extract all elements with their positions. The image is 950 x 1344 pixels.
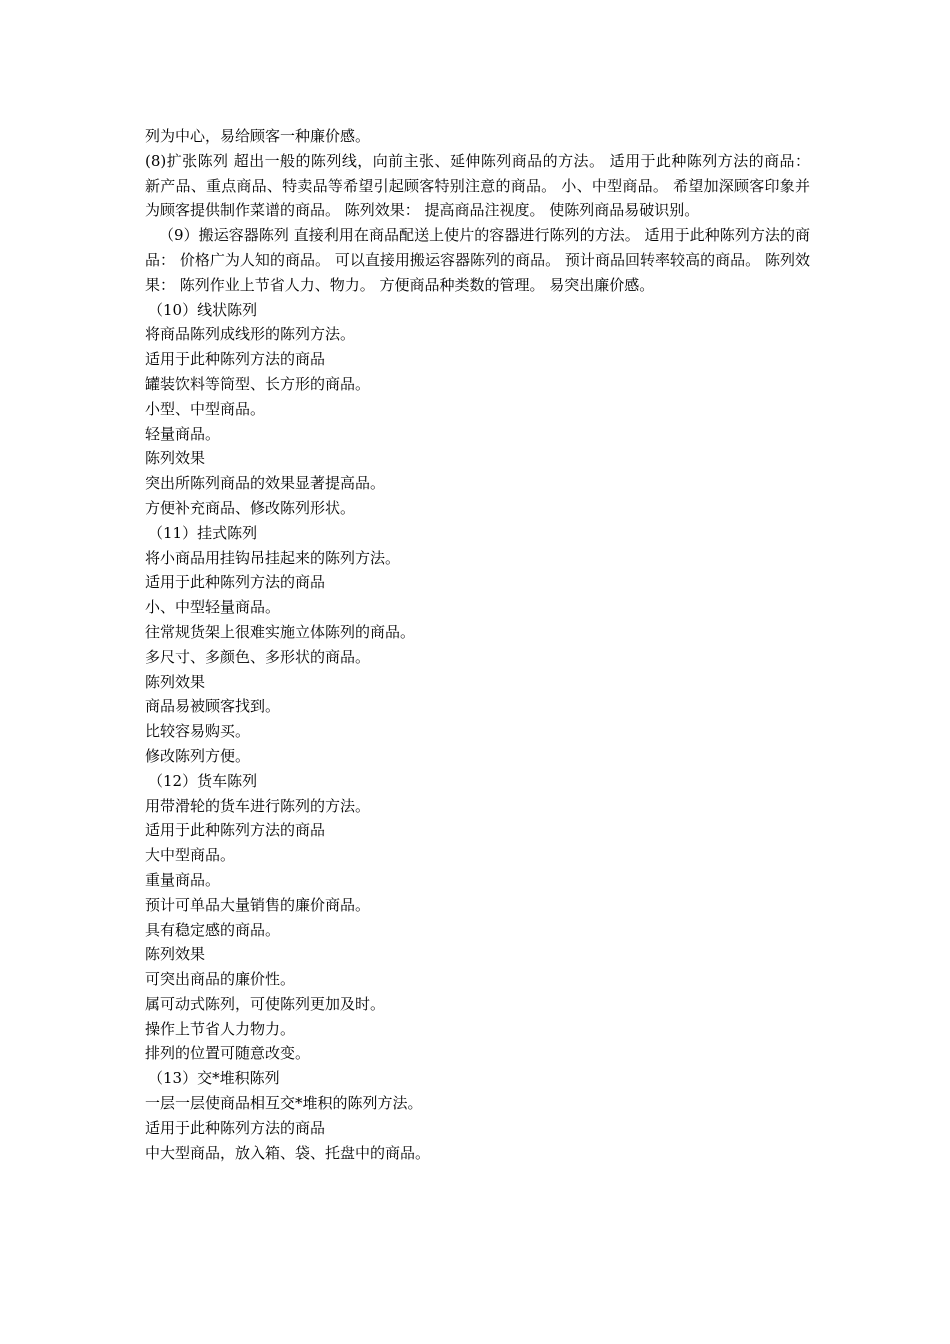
text-line: 陈列效果 [145,449,206,468]
text-line: 将商品陈列成线形的陈列方法。 [145,325,356,344]
heading-cross-stack-display: （13）交*堆积陈列 [148,1069,280,1088]
text-line: 方便补充商品、修改陈列形状。 [145,498,356,517]
text-line: 陈列效果 [145,945,206,964]
text-line: 比较容易购买。 [145,722,251,741]
text-line: 往常规货架上很难实施立体陈列的商品。 [145,622,416,641]
paragraph-expansion-display: (8)扩张陈列 超出一般的陈列线，向前主张、延伸陈列商品的方法。 适用于此种陈列方法的商品： 新产品、重点商品、特卖品等希望引起顾客特别注意的商品。 小、中型商品。 希望加深顾客印象并为顾客提供制作菜谱的商品。 陈列效果： 提高商品注视度。 使陈列商品易破识别。 [145,151,810,220]
text-line: 商品易被顾客找到。 [145,697,281,716]
text-line: 适用于此种陈列方法的商品 [145,1118,326,1137]
text-line: 陈列效果 [145,672,206,691]
text-line: 罐装饮料等筒型、长方形的商品。 [145,374,371,393]
text-line: 重量商品。 [145,870,221,889]
text-line: 排列的位置可随意改变。 [145,1044,311,1063]
text-line: 将小商品用挂钩吊挂起来的陈列方法。 [145,548,401,567]
text-line: 中大型商品，放入箱、袋、托盘中的商品。 [145,1143,431,1162]
text-line: 适用于此种陈列方法的商品 [145,350,326,369]
heading-linear-display: （10）线状陈列 [148,300,258,319]
text-line: 用带滑轮的货车进行陈列的方法。 [145,796,371,815]
paragraph-continuation: 列为中心，易给顾客一种廉价感。 [145,127,371,145]
text-line: 小、中型轻量商品。 [145,598,281,617]
text-line: 修改陈列方便。 [145,746,251,765]
text-line: 预计可单品大量销售的廉价商品。 [145,895,371,914]
text-line: 小型、中型商品。 [145,399,266,418]
text-line: 一层一层使商品相互交*堆积的陈列方法。 [145,1094,423,1113]
text-line: 大中型商品。 [145,846,236,865]
document-page [145,124,810,1165]
text-line: 适用于此种陈列方法的商品 [145,821,326,840]
heading-hanging-display: （11）挂式陈列 [148,523,258,542]
paragraph-container-display: （9）搬运容器陈列 直接利用在商品配送上使片的容器进行陈列的方法。 适用于此种陈列方法的商品： 价格广为人知的商品。 可以直接用搬运容器陈列的商品。 预计商品回转率较高的商品。 陈列效果： 陈列作业上节省人力、物力。 方便商品种类数的管理。 易突出廉价感。 [145,226,810,294]
text-line: 具有稳定感的商品。 [145,920,281,939]
text-line: 轻量商品。 [145,424,221,443]
text-line: 操作上节省人力物力。 [145,1019,296,1038]
text-line: 适用于此种陈列方法的商品 [145,573,326,592]
text-line: 可突出商品的廉价性。 [145,970,296,989]
heading-cart-display: （12）货车陈列 [148,771,258,790]
text-line: 突出所陈列商品的效果显著提高品。 [145,474,386,493]
text-line: 多尺寸、多颜色、多形状的商品。 [145,647,371,666]
text-line: 属可动式陈列，可使陈列更加及时。 [145,994,386,1013]
